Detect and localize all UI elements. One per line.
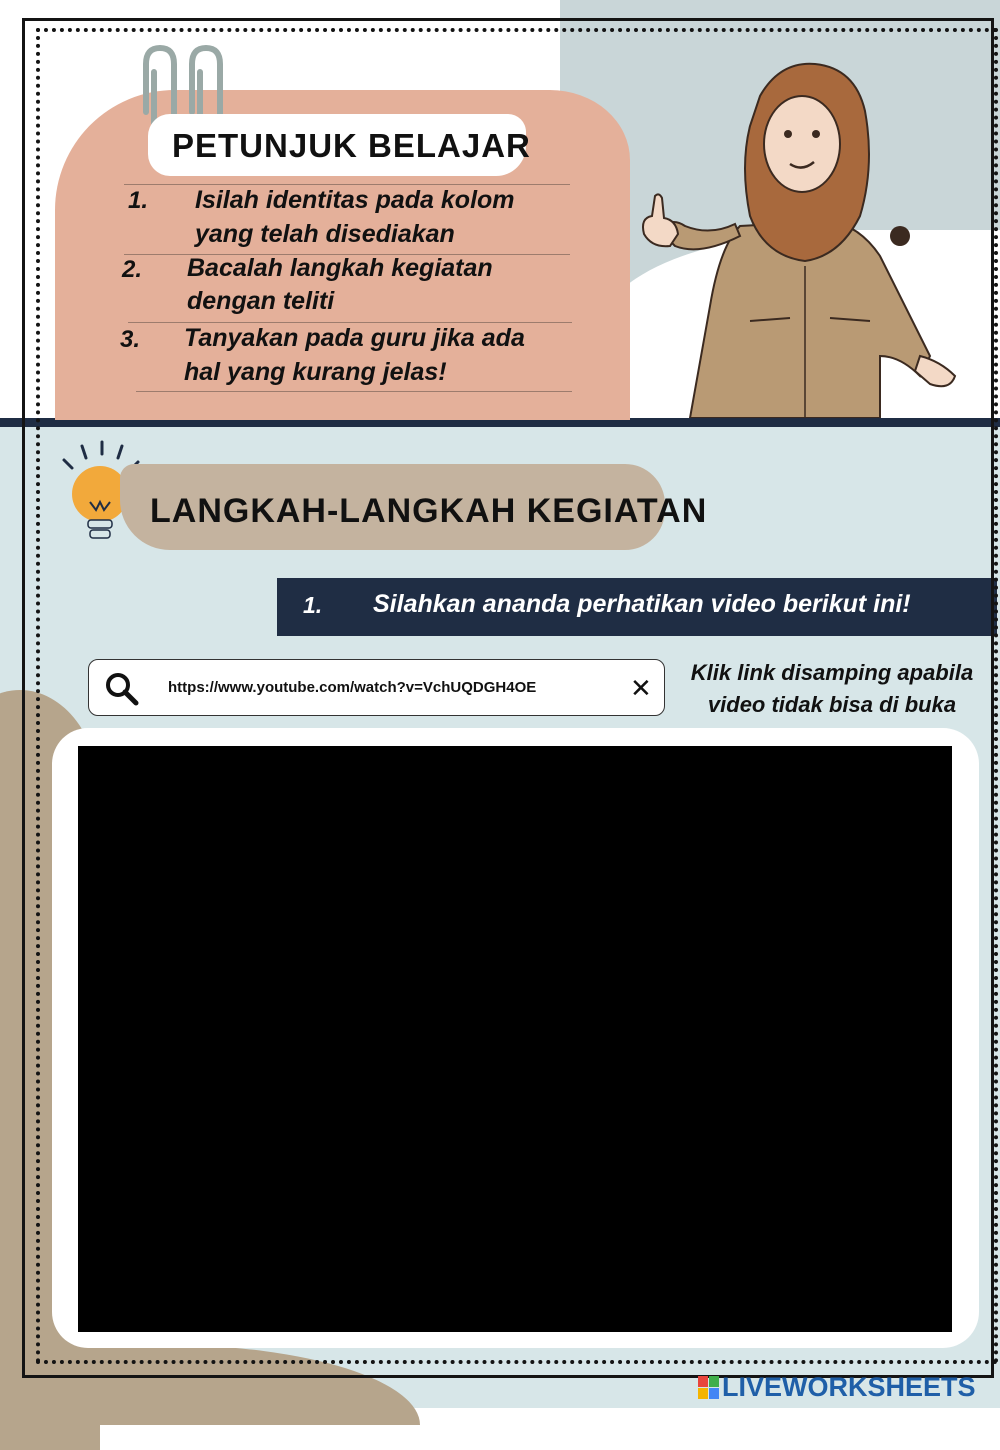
step-text: Bacalah langkah kegiatan [187,254,493,282]
step-text: Isilah identitas pada kolom [195,186,515,214]
liveworksheets-logo-icon [698,1376,720,1400]
step-number: 3. [120,326,141,353]
video-link[interactable]: https://www.youtube.com/watch?v=VchUQDGH4OE [168,679,537,696]
step-number: 1. [303,592,323,618]
hint-line: video tidak bisa di buka [707,692,957,717]
step-text: yang telah disediakan [195,220,455,248]
petunjuk-title: PETUNJUK BELAJAR [172,127,531,164]
step-text: dengan teliti [187,287,335,315]
close-icon[interactable]: ✕ [630,673,652,703]
dotted-frame [36,28,998,1364]
step-number: 2. [122,256,143,283]
hint-line: Klik link disamping apabila [690,660,974,685]
liveworksheets-brand[interactable]: LIVEWORKSHEETS [722,1372,976,1402]
step-text: hal yang kurang jelas! [184,358,447,386]
step-number: 1. [128,187,149,214]
langkah-title: LANGKAH-LANGKAH KEGIATAN [150,492,708,530]
step-text: Tanyakan pada guru jika ada [184,324,525,352]
step-instruction: Silahkan ananda perhatikan video berikut ini! [373,590,911,618]
